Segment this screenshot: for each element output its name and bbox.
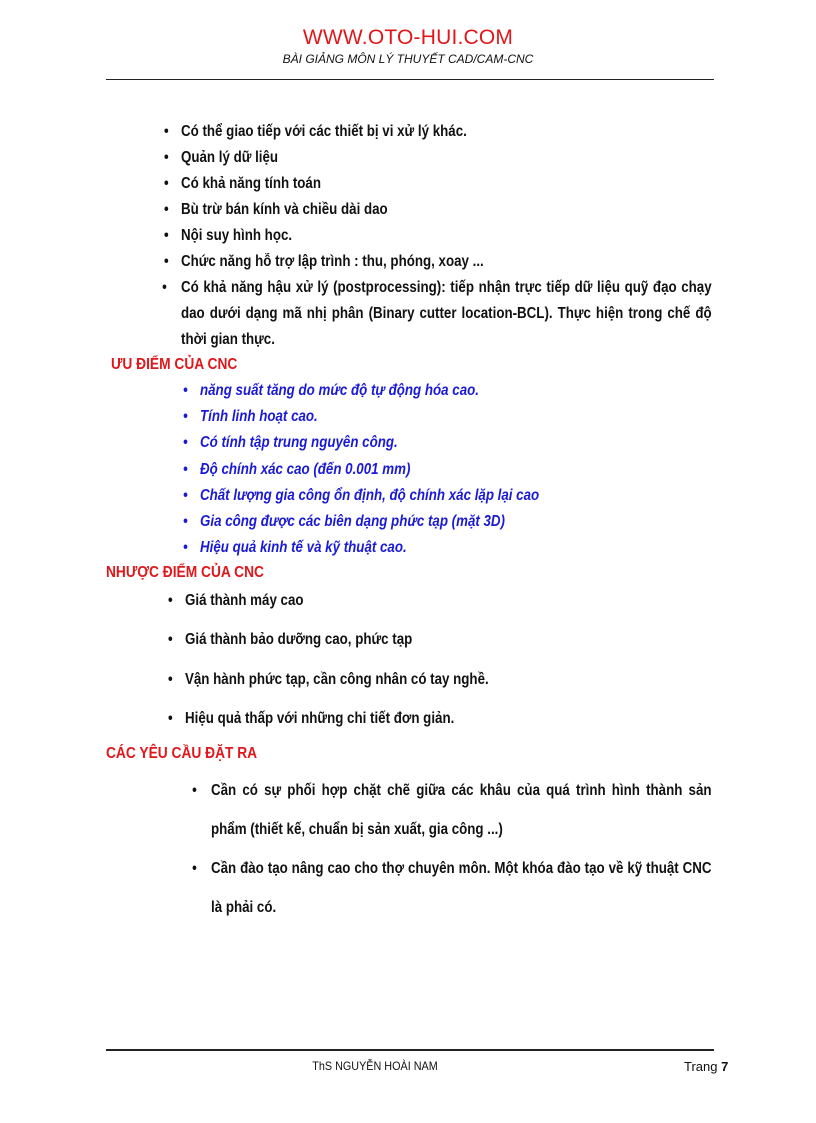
bullet-icon: • <box>164 227 169 244</box>
list-item: • Chất lượng gia công ổn định, độ chính xác lặp lại cao <box>200 483 539 509</box>
bullet-icon: • <box>183 539 188 557</box>
bullet-icon: • <box>168 670 173 688</box>
requirements-heading: CÁC YÊU CẦU ĐẶT RA <box>106 745 258 762</box>
bullet-icon: • <box>183 382 188 399</box>
site-title: WWW.OTO-HUI.COM <box>302 26 514 49</box>
list-item: • Giá thành máy cao <box>185 588 489 627</box>
footer-author: ThS NGUYỄN HOÀI NAM <box>312 1059 438 1073</box>
list-item: • Tính linh hoạt cao. <box>200 404 539 430</box>
list-item: • năng suất tăng do mức độ tự động hóa cao. <box>200 378 539 404</box>
bullet-icon: • <box>164 149 169 166</box>
list-item: • Có tính tập trung nguyên công. <box>200 430 539 456</box>
bullet-icon: • <box>162 279 167 296</box>
list-item: • Vận hành phức tạp, cần công nhân có tay nghề. <box>185 667 489 706</box>
list-item: • Chức năng hỗ trợ lập trình : thu, phóng, xoay ... <box>181 249 637 275</box>
bullet-icon: • <box>192 860 197 877</box>
bullet-icon: • <box>168 709 173 727</box>
bullet-icon: • <box>183 408 188 426</box>
page-number: Trang 7 <box>684 1059 729 1074</box>
list-item: • Bù trừ bán kính và chiều dài dao <box>181 197 637 223</box>
list-item: • Cần đào tạo nâng cao cho thợ chuyên môn. Một khóa đào tạo về kỹ thuật CNC là phải có. <box>211 849 712 927</box>
footer-divider <box>106 1049 714 1051</box>
list-item: • Độ chính xác cao (đến 0.001 mm) <box>200 457 539 483</box>
bullet-icon: • <box>183 460 188 478</box>
advantages-heading: ƯU ĐIỂM CỦA CNC <box>111 356 238 373</box>
disadvantages-heading: NHƯỢC ĐIỂM CỦA CNC <box>106 564 264 581</box>
list-item: • Nội suy hình học. <box>181 223 637 249</box>
list-item: • Gia công được các biên dạng phức tạp (mặt 3D) <box>200 509 539 535</box>
bullet-icon: • <box>164 201 169 218</box>
bullet-icon: • <box>164 123 169 140</box>
header-divider <box>106 79 714 80</box>
list-item: • Có khả năng tính toán <box>181 171 637 197</box>
list-item: • Hiệu quả kinh tế và kỹ thuật cao. <box>200 535 539 561</box>
bullet-icon: • <box>183 512 188 530</box>
list-item: • Có khả năng hậu xử lý (postprocessing): tiếp nhận trực tiếp dữ liệu quỹ đạo chạy dao dưới dạng mã nhị phân (Binary cutter location-BCL). Thực hiện trong chế độ thời gian thực. <box>181 275 712 353</box>
bullet-icon: • <box>168 592 173 609</box>
list-item: • Quản lý dữ liệu <box>181 145 637 171</box>
advantages-list <box>183 378 594 561</box>
requirements-list <box>192 771 793 927</box>
bullet-icon: • <box>192 782 197 799</box>
list-item: • Hiệu quả thấp với những chi tiết đơn giản. <box>185 706 489 745</box>
bullet-icon: • <box>168 631 173 649</box>
list-item: • Có thể giao tiếp với các thiết bị vi xử lý khác. <box>181 119 637 145</box>
feature-list <box>162 119 712 353</box>
list-item: • Giá thành bảo dưỡng cao, phức tạp <box>185 627 489 666</box>
bullet-icon: • <box>164 253 169 270</box>
bullet-icon: • <box>183 434 188 452</box>
course-subtitle: BÀI GIẢNG MÔN LÝ THUYẾT CAD/CAM-CNC <box>282 52 534 66</box>
bullet-icon: • <box>164 175 169 192</box>
disadvantages-list <box>168 588 538 745</box>
list-item: • Cần có sự phối hợp chặt chẽ giữa các khâu của quá trình hình thành sản phẩm (thiết kế, chuẩn bị sản xuất, gia công ...) <box>211 771 712 849</box>
bullet-icon: • <box>183 486 188 504</box>
